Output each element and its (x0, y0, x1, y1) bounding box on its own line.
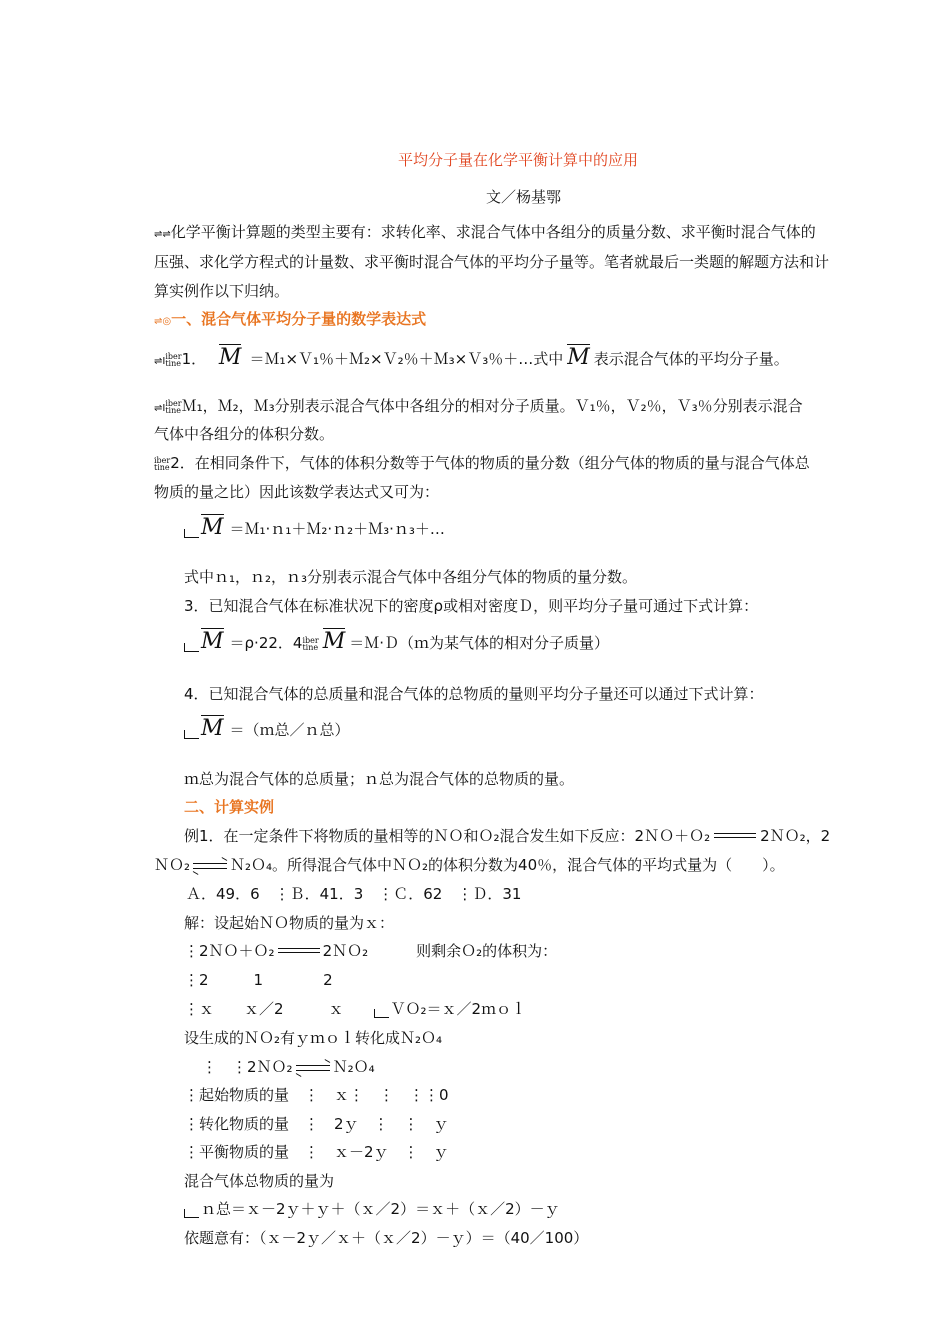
para-3-text-1: 2．在相同条件下，气体的体积分数等于气体的物质的量分数（组分气体的物质的量与混合气体总 (170, 454, 810, 472)
solution-line-4-volume: ＶＯ₂＝ｘ／2ｍｏｌ (390, 1000, 527, 1018)
example-1-line-2 (154, 855, 785, 875)
intro-line-3: 算实例作以下归纳。 (154, 282, 290, 300)
example-1-text-b: 2ＮＯ₂，2 (760, 827, 831, 845)
equals-arrow (278, 947, 320, 956)
garbled-mark: ⇌I (154, 403, 166, 414)
para-2-line-2: 气体中各组分的体积分数。 (154, 425, 335, 443)
formula-2-line (184, 514, 445, 539)
garbled-tiny: iber tine (165, 398, 182, 415)
m-bar-symbol: M (567, 345, 590, 370)
m-bar-symbol: M (201, 515, 224, 540)
formula-2-expression: ＝Ｍ₁·ｎ₁＋Ｍ₂·ｎ₂＋Ｍ₃·ｎ₃＋… (229, 520, 445, 538)
solution-line-11-text: ｎ总＝ｘ－2ｙ＋ｙ＋（ｘ／2）＝ｘ＋（ｘ／2）－ｙ (201, 1200, 560, 1218)
formula-3-part-a: ＝ρ·22．4 (229, 634, 303, 652)
solution-equation-2-left: ⋮ ⋮2ＮＯ₂ (202, 1058, 293, 1076)
solution-line-2 (184, 941, 557, 961)
garbled-tiny: iber tine (165, 351, 182, 368)
solution-equation-2-right: Ｎ₂Ｏ₄ (332, 1058, 375, 1076)
para-6: 4．已知混合气体的总质量和混合气体的总物质的量则平均分子量还可以通过下式计算： (184, 685, 764, 703)
section-heading-2: 二、计算实例 (184, 798, 275, 816)
doc-author: 文／杨基鄂 (486, 188, 562, 206)
intro-text-1: 化学平衡计算题的类型主要有：求转化率、求混合气体中各组分的质量分数、求平衡时混合气体的 (170, 223, 816, 241)
solution-line-11 (184, 1199, 560, 1219)
formula-3-part-b: ＝Ｍ·Ｄ（ｍ为某气体的相对分子质量） (349, 634, 610, 652)
solution-line-4-text: ⋮ｘ ｘ／2 ｘ (184, 1000, 374, 1018)
solution-line-6 (202, 1057, 375, 1077)
m-bar-symbol: M (201, 629, 224, 654)
section-heading-1-text: 一、混合气体平均分子量的数学表达式 (171, 310, 427, 328)
garbled-mark: ⇌⇌ (154, 229, 171, 240)
solution-line-9: ⋮平衡物质的量 ⋮ ｘ－2ｙ ⋮ ｙ (184, 1143, 449, 1161)
para-3-line-1 (154, 453, 810, 473)
reversible-arrow (296, 1063, 330, 1073)
para-2-line-1 (154, 396, 803, 419)
corner-mark (184, 730, 199, 739)
corner-mark (184, 1209, 199, 1218)
para-4: 式中ｎ₁，ｎ₂，ｎ₃分别表示混合气体中各组分气体的物质的量分数。 (184, 568, 638, 586)
solution-equation-right: 2ＮＯ₂ (322, 942, 369, 960)
formula-1-expression: ＝Ｍ₁×Ｖ₁％＋Ｍ₂×Ｖ₂％＋Ｍ₃×Ｖ₃％＋…式中 (249, 350, 564, 368)
para-2-text-1: Ｍ₁，Ｍ₂，Ｍ₃分别表示混合气体中各组分的相对分子质量。Ｖ₁％，Ｖ₂％，Ｖ₃％分别表示混合 (181, 397, 803, 415)
m-bar-symbol: M (322, 629, 346, 654)
intro-line-1 (154, 222, 816, 245)
solution-line-7: ⋮起始物质的量 ⋮ ｘ⋮ ⋮ ⋮⋮0 (184, 1086, 449, 1104)
corner-mark (184, 529, 199, 538)
example-1-text-a: 例1．在一定条件下将物质的量相等的ＮＯ和Ｏ₂混合发生如下反应：2ＮＯ＋Ｏ₂ (184, 827, 711, 845)
formula-1-number: 1． (181, 350, 207, 368)
garbled-mark: ⇌I (154, 356, 166, 367)
corner-mark (374, 1009, 389, 1018)
example-1-text-c: ＮＯ₂ (154, 856, 191, 874)
garbled-mark: ⇌◎ (154, 316, 172, 327)
para-5: 3．已知混合气体在标准状况下的密度ρ或相对密度Ｄ，则平均分子量可通过下式计算： (184, 597, 759, 615)
solution-line-12: 依题意有：（ｘ－2ｙ／ｘ＋（ｘ／2）－ｙ）＝（40／100） (184, 1229, 589, 1247)
para-3-line-2: 物质的量之比）因此该数学表达式又可为： (154, 483, 440, 501)
solution-line-3: ⋮2 1 2 (184, 971, 333, 989)
para-7: ｍ总为混合气体的总质量；ｎ总为混合气体的总物质的量。 (184, 770, 575, 788)
example-1-text-d: Ｎ₂Ｏ₄。所得混合气体中ＮＯ₂的体积分数为40％，混合气体的平均式量为（ ）。 (230, 856, 785, 874)
corner-mark (184, 643, 199, 652)
intro-line-2: 压强、求化学方程式的计量数、求平衡时混合气体的平均分子量等。笔者就最后一类题的解题方法和计 (154, 253, 830, 271)
solution-line-1: 解：设起始ＮＯ物质的量为ｘ： (184, 914, 395, 932)
solution-equation-left: ⋮2ＮＯ＋Ｏ₂ (184, 942, 275, 960)
formula-1-line (154, 344, 789, 372)
doc-title: 平均分子量在化学平衡计算中的应用 (398, 151, 639, 169)
solution-line-4 (184, 999, 526, 1019)
example-1-line-1 (184, 826, 830, 846)
reversible-arrow (193, 861, 227, 871)
formula-4-line (184, 715, 350, 740)
answer-options: Ａ．49．6 ⋮Ｂ．41．3 ⋮Ｃ．62 ⋮Ｄ．31 (186, 885, 522, 903)
equals-arrow (714, 832, 756, 841)
solution-note: 则剩余Ｏ₂的体积为： (416, 942, 558, 960)
formula-1-tail: 表示混合气体的平均分子量。 (593, 350, 789, 368)
formula-4-expression: ＝（ｍ总／ｎ总） (229, 721, 350, 739)
garbled-tiny: iber tine (302, 635, 319, 652)
solution-line-10: 混合气体总物质的量为 (184, 1172, 335, 1190)
solution-line-5: 设生成的ＮＯ₂有ｙｍｏｌ转化成Ｎ₂Ｏ₄ (184, 1029, 443, 1047)
solution-line-8: ⋮转化物质的量 ⋮ 2ｙ ⋮ ⋮ ｙ (184, 1115, 449, 1133)
garbled-tiny: iber tine (154, 455, 171, 472)
m-bar-symbol: M (218, 345, 242, 370)
m-bar-symbol: M (201, 716, 224, 741)
formula-3-line (184, 628, 609, 653)
section-heading-1 (154, 309, 426, 332)
